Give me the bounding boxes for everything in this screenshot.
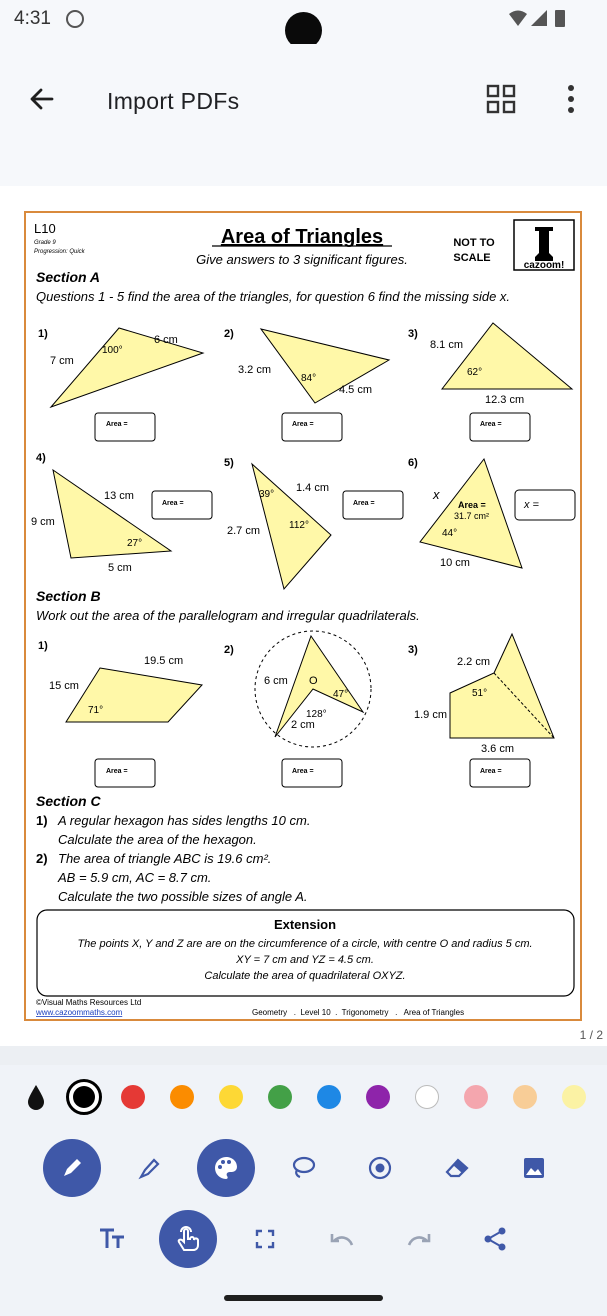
- color-swatch[interactable]: [170, 1085, 194, 1109]
- q3-number: 3): [408, 328, 418, 340]
- svg-text:x =: x =: [524, 499, 539, 511]
- insert-image-button[interactable]: [505, 1139, 563, 1197]
- svg-text:4.5 cm: 4.5 cm: [339, 384, 373, 396]
- worksheet-code: L10: [34, 221, 56, 236]
- svg-text:2.7 cm: 2.7 cm: [227, 525, 261, 537]
- svg-text:6 cm: 6 cm: [264, 675, 288, 687]
- app-bar: [0, 44, 607, 186]
- color-swatch[interactable]: [415, 1085, 439, 1109]
- not-to-scale-1: NOT TO: [453, 237, 495, 249]
- extension-title: Extension: [273, 917, 337, 932]
- svg-text:8.1 cm: 8.1 cm: [430, 339, 464, 351]
- svg-text:31.7 cm²: 31.7 cm²: [454, 511, 490, 521]
- svg-text:3.6 cm: 3.6 cm: [481, 743, 515, 755]
- svg-text:AB = 5.9 cm, AC = 8.7 cm.: AB = 5.9 cm, AC = 8.7 cm.: [58, 870, 212, 885]
- pdf-viewer[interactable]: [0, 186, 607, 1046]
- notification-icon: [66, 10, 84, 28]
- svg-text:Area =: Area =: [106, 421, 128, 428]
- svg-text:Area =: Area =: [353, 500, 375, 507]
- wifi-icon: [509, 11, 527, 27]
- footer-topic: Geometry . Level 10 . Trigonometry . Area of Triangles: [252, 1008, 465, 1017]
- q5-number: 5): [224, 457, 234, 469]
- text-size-button[interactable]: [83, 1210, 141, 1268]
- highlighter-tool-button[interactable]: [120, 1139, 178, 1197]
- color-swatch[interactable]: [464, 1085, 488, 1109]
- svg-text:The area of triangle ABC is 19: The area of triangle ABC is 19.6 cm².: [58, 851, 272, 866]
- section-c-heading: Section C: [36, 793, 101, 809]
- home-indicator[interactable]: [224, 1295, 383, 1301]
- signal-icon: [531, 10, 547, 26]
- status-bar: [0, 0, 607, 44]
- image-icon: [521, 1155, 547, 1181]
- svg-text:12.3 cm: 12.3 cm: [485, 394, 525, 406]
- color-swatch[interactable]: [366, 1085, 390, 1109]
- svg-text:71°: 71°: [88, 705, 104, 716]
- target-icon: [367, 1155, 393, 1181]
- section-a-instructions: Questions 1 - 5 find the area of the triangles, for question 6 find the missing side x.: [36, 289, 511, 304]
- svg-text:6 cm: 6 cm: [154, 334, 178, 346]
- svg-text:1.9 cm: 1.9 cm: [414, 709, 448, 721]
- svg-text:51°: 51°: [472, 688, 488, 699]
- color-swatch[interactable]: [121, 1085, 145, 1109]
- svg-text:Calculate the area of the hexa: Calculate the area of the hexagon.: [58, 832, 257, 847]
- svg-text:2.2 cm: 2.2 cm: [457, 656, 491, 668]
- svg-text:A regular hexagon has sides le: A regular hexagon has sides lengths 10 cm.: [58, 813, 311, 828]
- pen-tool-button[interactable]: [43, 1139, 101, 1197]
- svg-text:7 cm: 7 cm: [50, 355, 74, 367]
- svg-text:62°: 62°: [467, 367, 483, 378]
- svg-text:10 cm: 10 cm: [440, 557, 470, 569]
- svg-text:2 cm: 2 cm: [291, 719, 315, 731]
- eraser-icon: [443, 1154, 471, 1182]
- svg-text:1): 1): [36, 813, 48, 828]
- svg-text:2): 2): [224, 644, 234, 656]
- q4-number: 4): [36, 452, 46, 464]
- fullscreen-button[interactable]: [236, 1210, 294, 1268]
- svg-text:Area =: Area =: [458, 500, 486, 510]
- color-swatch[interactable]: [562, 1085, 586, 1109]
- redo-icon: [405, 1228, 433, 1250]
- svg-text:39°: 39°: [259, 489, 275, 500]
- svg-text:47°: 47°: [333, 689, 349, 700]
- annotation-toolbar: [0, 1065, 607, 1316]
- svg-text:100°: 100°: [102, 345, 123, 356]
- svg-text:Area =: Area =: [480, 768, 502, 775]
- section-b-instructions: Work out the area of the parallelogram and irregular quadrilaterals.: [36, 608, 420, 623]
- worksheet-progression: Progression: Quick: [34, 249, 85, 255]
- svg-text:Area =: Area =: [292, 768, 314, 775]
- svg-text:19.5 cm: 19.5 cm: [144, 655, 184, 667]
- status-time: 4:31: [14, 8, 51, 29]
- palette-icon: [212, 1154, 240, 1182]
- svg-text:128°: 128°: [306, 709, 327, 720]
- q2-number: 2): [224, 328, 234, 340]
- svg-text:x: x: [433, 487, 440, 502]
- worksheet-subtitle: Give answers to 3 significant figures.: [196, 252, 408, 267]
- lasso-icon: [289, 1154, 317, 1182]
- worksheet-title: Area of Triangles: [220, 226, 384, 248]
- svg-text:15 cm: 15 cm: [49, 680, 79, 692]
- page-title: Import PDFs: [107, 88, 240, 114]
- status-icons: [507, 8, 567, 28]
- svg-text:5 cm: 5 cm: [108, 562, 132, 574]
- eraser-tool-button[interactable]: [428, 1139, 486, 1197]
- back-arrow-icon[interactable]: [22, 80, 62, 120]
- section-a-heading: Section A: [36, 269, 101, 285]
- q1-number: 1): [38, 328, 48, 340]
- color-swatch[interactable]: [317, 1085, 341, 1109]
- text-size-icon: [98, 1227, 126, 1251]
- section-b-heading: Section B: [36, 588, 101, 604]
- not-to-scale-2: SCALE: [453, 252, 491, 264]
- worksheet-content: [26, 213, 580, 1019]
- svg-text:XY = 7 cm and YZ = 4.5 cm.: XY = 7 cm and YZ = 4.5 cm.: [236, 954, 374, 966]
- ink-drop-icon[interactable]: [24, 1082, 48, 1112]
- svg-text:1.4 cm: 1.4 cm: [296, 482, 330, 494]
- redo-button[interactable]: [390, 1210, 448, 1268]
- battery-icon: [555, 10, 565, 27]
- color-palette-button[interactable]: [197, 1139, 255, 1197]
- page-indicator: 1 / 2: [579, 1028, 603, 1042]
- svg-text:Area =: Area =: [162, 500, 184, 507]
- svg-text:13 cm: 13 cm: [104, 490, 134, 502]
- svg-text:Calculate the area of quadrila: Calculate the area of quadrilateral OXYZ.: [204, 970, 406, 982]
- svg-text:112°: 112°: [289, 520, 309, 531]
- color-swatch[interactable]: [268, 1085, 292, 1109]
- share-button[interactable]: [466, 1210, 524, 1268]
- touch-icon: [173, 1224, 203, 1254]
- footer-copyright: ©Visual Maths Resources Ltd: [36, 998, 142, 1007]
- svg-text:3): 3): [408, 644, 418, 656]
- undo-icon: [328, 1228, 356, 1250]
- svg-text:Area =: Area =: [480, 421, 502, 428]
- svg-text:3.2 cm: 3.2 cm: [238, 364, 272, 376]
- svg-text:9 cm: 9 cm: [31, 516, 55, 528]
- share-icon: [482, 1226, 508, 1252]
- target-tool-button[interactable]: [351, 1139, 409, 1197]
- color-swatch[interactable]: [66, 1079, 102, 1115]
- footer-link: www.cazoommaths.com: [36, 1008, 123, 1017]
- q6-number: 6): [408, 457, 418, 469]
- touch-mode-button[interactable]: [159, 1210, 217, 1268]
- fullscreen-icon: [254, 1228, 276, 1250]
- svg-text:Area =: Area =: [292, 421, 314, 428]
- svg-text:Calculate the two possible siz: Calculate the two possible sizes of angle A.: [58, 889, 308, 904]
- svg-text:84°: 84°: [301, 373, 317, 384]
- more-options-icon[interactable]: [557, 82, 585, 116]
- pen-icon: [59, 1155, 85, 1181]
- lasso-tool-button[interactable]: [274, 1139, 332, 1197]
- svg-text:2): 2): [36, 851, 48, 866]
- svg-text:1): 1): [38, 640, 48, 652]
- svg-text:Area =: Area =: [106, 768, 128, 775]
- svg-text:27°: 27°: [127, 538, 143, 549]
- color-swatch[interactable]: [513, 1085, 537, 1109]
- grid-view-icon[interactable]: [484, 82, 518, 116]
- color-swatch[interactable]: [219, 1085, 243, 1109]
- svg-text:O: O: [309, 675, 318, 687]
- undo-button[interactable]: [313, 1210, 371, 1268]
- svg-text:44°: 44°: [442, 528, 458, 539]
- highlighter-icon: [136, 1155, 162, 1181]
- worksheet-grade: Grade 9: [34, 240, 56, 246]
- pdf-page[interactable]: [24, 211, 582, 1021]
- logo-text: cazoom!: [523, 260, 565, 271]
- svg-text:The points X, Y and Z are are: The points X, Y and Z are are on the circumference of a circle, with centre O and radius 5 cm.: [77, 938, 533, 950]
